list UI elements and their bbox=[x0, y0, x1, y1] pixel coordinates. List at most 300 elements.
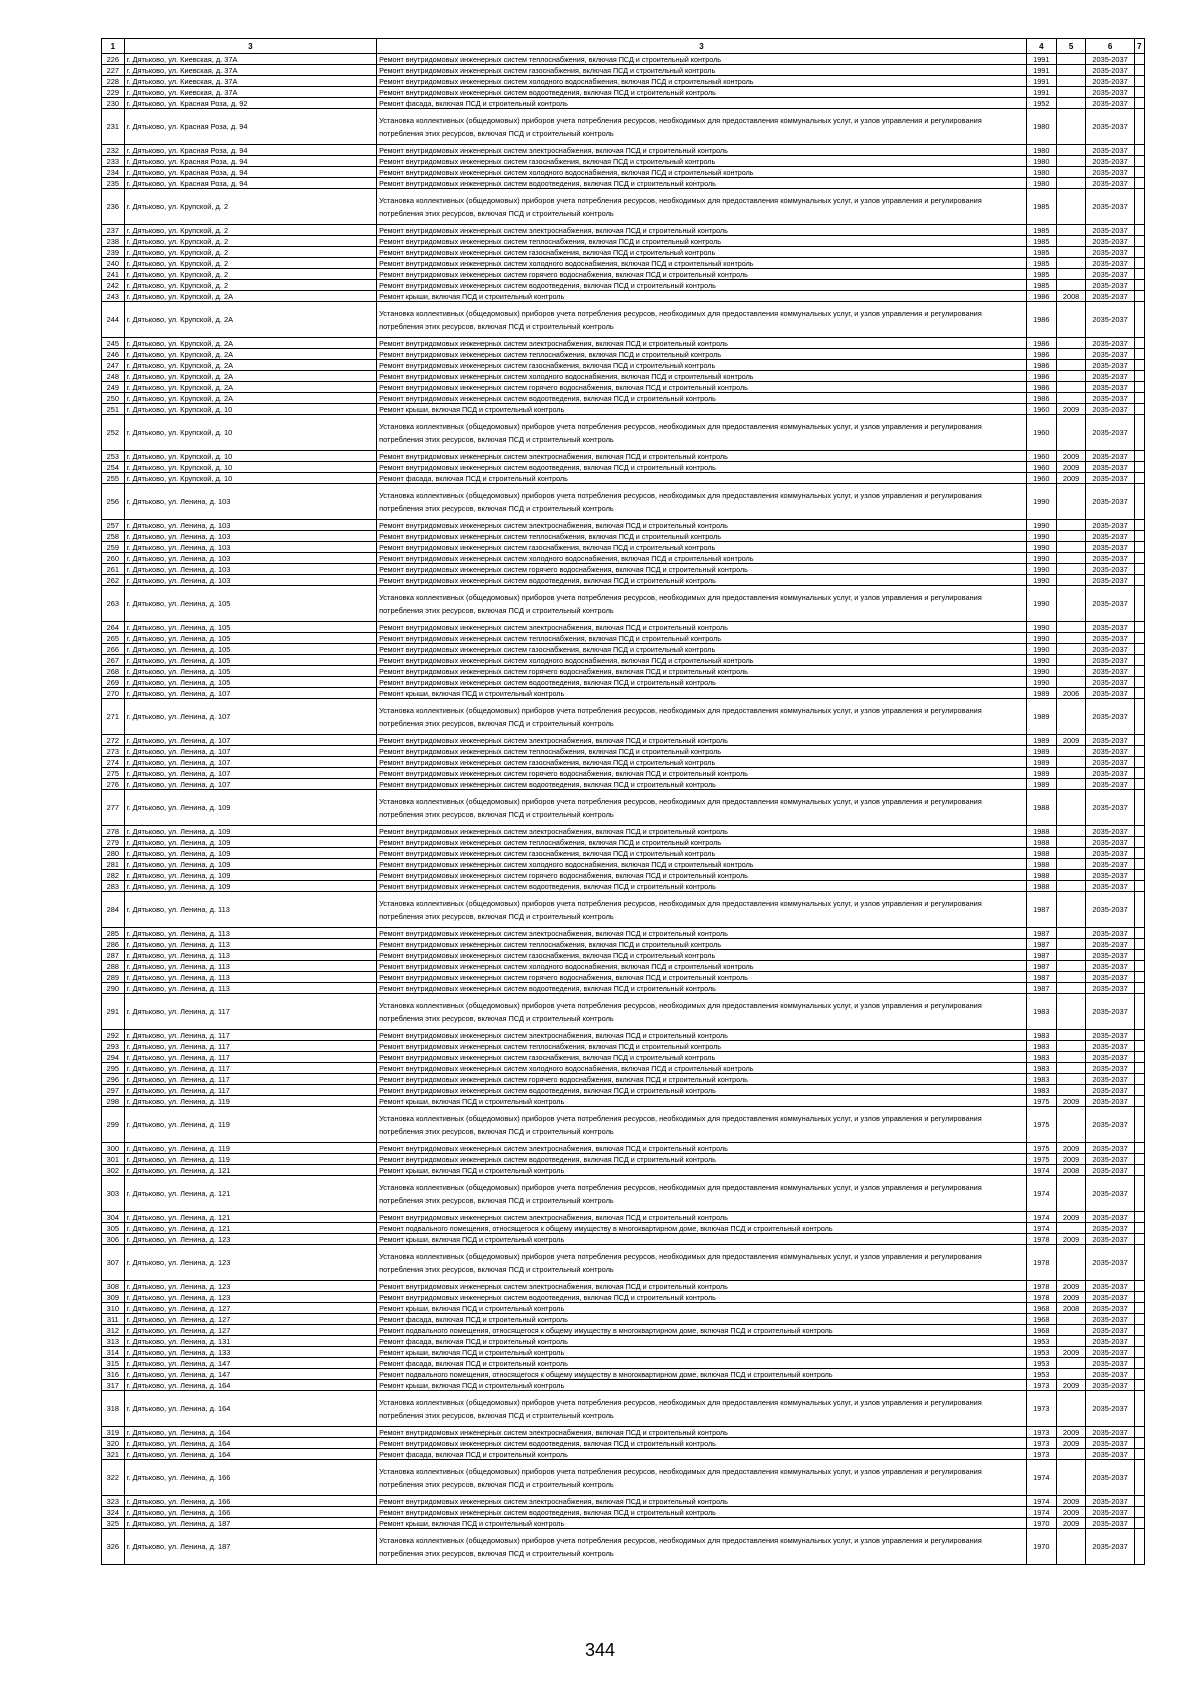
row-extra bbox=[1134, 1518, 1144, 1529]
row-year-built: 1987 bbox=[1026, 961, 1056, 972]
row-number: 290 bbox=[102, 983, 125, 994]
row-work-type: Ремонт внутридомовых инженерных систем газоснабжения, включая ПСД и строительный контроль bbox=[377, 65, 1027, 76]
table-row bbox=[102, 338, 1145, 349]
row-number: 254 bbox=[102, 462, 125, 473]
row-year-built: 1960 bbox=[1026, 404, 1056, 415]
row-planned-period: 2035-2037 bbox=[1086, 790, 1134, 826]
row-extra bbox=[1134, 746, 1144, 757]
row-work-type: Ремонт внутридомовых инженерных систем водоотведения, включая ПСД и строительный контроль bbox=[377, 1438, 1027, 1449]
row-planned-period: 2035-2037 bbox=[1086, 225, 1134, 236]
row-address: г. Дятьково, ул. Ленина, д. 103 bbox=[124, 575, 377, 586]
row-work-type: Установка коллективных (общедомовых) приборов учета потребления ресурсов, необходимых для предоставления коммунальных услуг, и узлов управления и регулирования потребления этих ресурсов, включая ПСД и строительный контроль bbox=[377, 892, 1027, 928]
row-last-repair-year bbox=[1056, 790, 1086, 826]
row-address: г. Дятьково, ул. Красная Роза, д. 94 bbox=[124, 145, 377, 156]
row-extra bbox=[1134, 360, 1144, 371]
row-last-repair-year bbox=[1056, 746, 1086, 757]
row-extra bbox=[1134, 415, 1144, 451]
row-extra bbox=[1134, 1380, 1144, 1391]
row-planned-period: 2035-2037 bbox=[1086, 1325, 1134, 1336]
row-last-repair-year bbox=[1056, 633, 1086, 644]
row-address: г. Дятьково, ул. Ленина, д. 113 bbox=[124, 961, 377, 972]
row-number: 279 bbox=[102, 837, 125, 848]
row-extra bbox=[1134, 881, 1144, 892]
table-row bbox=[102, 1358, 1145, 1369]
row-work-type: Установка коллективных (общедомовых) приборов учета потребления ресурсов, необходимых для предоставления коммунальных услуг, и узлов управления и регулирования потребления этих ресурсов, включая ПСД и строительный контроль bbox=[377, 586, 1027, 622]
row-last-repair-year: 2009 bbox=[1056, 1347, 1086, 1358]
row-number: 282 bbox=[102, 870, 125, 881]
row-year-built: 1987 bbox=[1026, 950, 1056, 961]
table-row bbox=[102, 1107, 1145, 1143]
row-extra bbox=[1134, 258, 1144, 269]
row-planned-period: 2035-2037 bbox=[1086, 1085, 1134, 1096]
row-planned-period: 2035-2037 bbox=[1086, 87, 1134, 98]
row-year-built: 1990 bbox=[1026, 520, 1056, 531]
row-last-repair-year bbox=[1056, 520, 1086, 531]
row-planned-period: 2035-2037 bbox=[1086, 983, 1134, 994]
row-extra bbox=[1134, 688, 1144, 699]
table-row bbox=[102, 939, 1145, 950]
row-address: г. Дятьково, ул. Ленина, д. 127 bbox=[124, 1325, 377, 1336]
row-extra bbox=[1134, 1336, 1144, 1347]
row-extra bbox=[1134, 1449, 1144, 1460]
row-last-repair-year bbox=[1056, 415, 1086, 451]
table-row bbox=[102, 1292, 1145, 1303]
row-work-type: Ремонт внутридомовых инженерных систем теплоснабжения, включая ПСД и строительный контроль bbox=[377, 531, 1027, 542]
table-row bbox=[102, 382, 1145, 393]
row-planned-period: 2035-2037 bbox=[1086, 1154, 1134, 1165]
row-last-repair-year: 2008 bbox=[1056, 1303, 1086, 1314]
table-row bbox=[102, 586, 1145, 622]
row-work-type: Установка коллективных (общедомовых) приборов учета потребления ресурсов, необходимых для предоставления коммунальных услуг, и узлов управления и регулирования потребления этих ресурсов, включая ПСД и строительный контроль bbox=[377, 1391, 1027, 1427]
header-col-1: 1 bbox=[102, 39, 125, 54]
row-number: 314 bbox=[102, 1347, 125, 1358]
row-extra bbox=[1134, 462, 1144, 473]
row-planned-period: 2035-2037 bbox=[1086, 1052, 1134, 1063]
table-row bbox=[102, 1314, 1145, 1325]
row-last-repair-year: 2009 bbox=[1056, 462, 1086, 473]
row-planned-period: 2035-2037 bbox=[1086, 1245, 1134, 1281]
row-address: г. Дятьково, ул. Ленина, д. 164 bbox=[124, 1449, 377, 1460]
row-planned-period: 2035-2037 bbox=[1086, 189, 1134, 225]
row-last-repair-year bbox=[1056, 881, 1086, 892]
row-year-built: 1989 bbox=[1026, 779, 1056, 790]
row-work-type: Ремонт внутридомовых инженерных систем газоснабжения, включая ПСД и строительный контроль bbox=[377, 247, 1027, 258]
row-planned-period: 2035-2037 bbox=[1086, 1507, 1134, 1518]
row-work-type: Ремонт внутридомовых инженерных систем электроснабжения, включая ПСД и строительный контроль bbox=[377, 1427, 1027, 1438]
row-work-type: Ремонт внутридомовых инженерных систем водоотведения, включая ПСД и строительный контроль bbox=[377, 575, 1027, 586]
row-work-type: Ремонт внутридомовых инженерных систем электроснабжения, включая ПСД и строительный контроль bbox=[377, 1143, 1027, 1154]
row-number: 313 bbox=[102, 1336, 125, 1347]
row-year-built: 1985 bbox=[1026, 247, 1056, 258]
row-number: 256 bbox=[102, 484, 125, 520]
row-extra bbox=[1134, 655, 1144, 666]
row-year-built: 1975 bbox=[1026, 1143, 1056, 1154]
row-year-built: 1989 bbox=[1026, 688, 1056, 699]
row-last-repair-year: 2009 bbox=[1056, 1427, 1086, 1438]
row-address: г. Дятьково, ул. Красная Роза, д. 94 bbox=[124, 178, 377, 189]
row-extra bbox=[1134, 1314, 1144, 1325]
table-row bbox=[102, 983, 1145, 994]
row-extra bbox=[1134, 677, 1144, 688]
table-row bbox=[102, 1336, 1145, 1347]
row-work-type: Ремонт внутридомовых инженерных систем холодного водоснабжения, включая ПСД и строительный контроль bbox=[377, 371, 1027, 382]
row-year-built: 1989 bbox=[1026, 699, 1056, 735]
row-work-type: Ремонт внутридомовых инженерных систем холодного водоснабжения, включая ПСД и строительный контроль bbox=[377, 167, 1027, 178]
row-work-type: Ремонт внутридомовых инженерных систем водоотведения, включая ПСД и строительный контроль bbox=[377, 779, 1027, 790]
row-extra bbox=[1134, 302, 1144, 338]
row-address: г. Дятьково, ул. Ленина, д. 164 bbox=[124, 1380, 377, 1391]
table-row bbox=[102, 881, 1145, 892]
row-planned-period: 2035-2037 bbox=[1086, 462, 1134, 473]
row-address: г. Дятьково, ул. Ленина, д. 147 bbox=[124, 1358, 377, 1369]
table-row bbox=[102, 655, 1145, 666]
row-address: г. Дятьково, ул. Ленина, д. 117 bbox=[124, 1052, 377, 1063]
row-planned-period: 2035-2037 bbox=[1086, 76, 1134, 87]
row-last-repair-year bbox=[1056, 644, 1086, 655]
row-address: г. Дятьково, ул. Ленина, д. 166 bbox=[124, 1460, 377, 1496]
row-year-built: 1983 bbox=[1026, 1074, 1056, 1085]
row-year-built: 1990 bbox=[1026, 484, 1056, 520]
row-work-type: Ремонт внутридомовых инженерных систем горячего водоснабжения, включая ПСД и строительный контроль bbox=[377, 1074, 1027, 1085]
row-year-built: 1990 bbox=[1026, 542, 1056, 553]
row-work-type: Ремонт внутридомовых инженерных систем холодного водоснабжения, включая ПСД и строительный контроль bbox=[377, 961, 1027, 972]
row-address: г. Дятьково, ул. Крупской, д. 2 bbox=[124, 236, 377, 247]
row-number: 302 bbox=[102, 1165, 125, 1176]
row-work-type: Ремонт внутридомовых инженерных систем водоотведения, включая ПСД и строительный контроль bbox=[377, 87, 1027, 98]
row-work-type: Ремонт внутридомовых инженерных систем теплоснабжения, включая ПСД и строительный контроль bbox=[377, 1041, 1027, 1052]
row-number: 309 bbox=[102, 1292, 125, 1303]
row-number: 269 bbox=[102, 677, 125, 688]
row-address: г. Дятьково, ул. Ленина, д. 117 bbox=[124, 1074, 377, 1085]
row-last-repair-year bbox=[1056, 892, 1086, 928]
row-planned-period: 2035-2037 bbox=[1086, 1380, 1134, 1391]
table-row bbox=[102, 688, 1145, 699]
row-address: г. Дятьково, ул. Ленина, д. 107 bbox=[124, 746, 377, 757]
row-address: г. Дятьково, ул. Ленина, д. 107 bbox=[124, 735, 377, 746]
row-year-built: 1988 bbox=[1026, 837, 1056, 848]
row-last-repair-year: 2009 bbox=[1056, 451, 1086, 462]
table-row bbox=[102, 666, 1145, 677]
row-last-repair-year bbox=[1056, 382, 1086, 393]
row-address: г. Дятьково, ул. Ленина, д. 127 bbox=[124, 1303, 377, 1314]
row-number: 266 bbox=[102, 644, 125, 655]
row-year-built: 1987 bbox=[1026, 939, 1056, 950]
row-year-built: 1974 bbox=[1026, 1212, 1056, 1223]
table-row bbox=[102, 1085, 1145, 1096]
row-year-built: 1978 bbox=[1026, 1292, 1056, 1303]
row-work-type: Ремонт внутридомовых инженерных систем электроснабжения, включая ПСД и строительный контроль bbox=[377, 1496, 1027, 1507]
row-year-built: 1991 bbox=[1026, 76, 1056, 87]
row-planned-period: 2035-2037 bbox=[1086, 451, 1134, 462]
row-extra bbox=[1134, 928, 1144, 939]
row-last-repair-year bbox=[1056, 859, 1086, 870]
row-work-type: Ремонт внутридомовых инженерных систем газоснабжения, включая ПСД и строительный контроль bbox=[377, 542, 1027, 553]
row-work-type: Ремонт внутридомовых инженерных систем теплоснабжения, включая ПСД и строительный контроль bbox=[377, 939, 1027, 950]
row-last-repair-year bbox=[1056, 258, 1086, 269]
table-row bbox=[102, 393, 1145, 404]
row-planned-period: 2035-2037 bbox=[1086, 939, 1134, 950]
row-planned-period: 2035-2037 bbox=[1086, 1143, 1134, 1154]
table-row bbox=[102, 531, 1145, 542]
row-work-type: Ремонт внутридомовых инженерных систем теплоснабжения, включая ПСД и строительный контроль bbox=[377, 54, 1027, 65]
row-extra bbox=[1134, 1107, 1144, 1143]
row-number: 276 bbox=[102, 779, 125, 790]
row-extra bbox=[1134, 633, 1144, 644]
row-address: г. Дятьково, ул. Крупской, д. 2А bbox=[124, 349, 377, 360]
table-row bbox=[102, 451, 1145, 462]
row-extra bbox=[1134, 87, 1144, 98]
row-year-built: 1973 bbox=[1026, 1438, 1056, 1449]
row-year-built: 1986 bbox=[1026, 393, 1056, 404]
row-extra bbox=[1134, 859, 1144, 870]
row-address: г. Дятьково, ул. Ленина, д. 123 bbox=[124, 1292, 377, 1303]
row-last-repair-year: 2009 bbox=[1056, 1507, 1086, 1518]
row-planned-period: 2035-2037 bbox=[1086, 145, 1134, 156]
row-number: 230 bbox=[102, 98, 125, 109]
table-row bbox=[102, 892, 1145, 928]
row-work-type: Ремонт подвального помещения, относящегося к общему имуществу в многоквартирном доме, включая ПСД и строительный контроль bbox=[377, 1325, 1027, 1336]
row-planned-period: 2035-2037 bbox=[1086, 1518, 1134, 1529]
row-address: г. Дятьково, ул. Ленина, д. 113 bbox=[124, 928, 377, 939]
row-last-repair-year bbox=[1056, 564, 1086, 575]
row-work-type: Ремонт внутридомовых инженерных систем газоснабжения, включая ПСД и строительный контроль bbox=[377, 156, 1027, 167]
row-extra bbox=[1134, 1154, 1144, 1165]
row-extra bbox=[1134, 1165, 1144, 1176]
row-number: 323 bbox=[102, 1496, 125, 1507]
row-year-built: 1988 bbox=[1026, 870, 1056, 881]
row-year-built: 1989 bbox=[1026, 757, 1056, 768]
row-number: 292 bbox=[102, 1030, 125, 1041]
row-address: г. Дятьково, ул. Ленина, д. 105 bbox=[124, 655, 377, 666]
row-extra bbox=[1134, 779, 1144, 790]
row-last-repair-year bbox=[1056, 1074, 1086, 1085]
row-work-type: Ремонт внутридомовых инженерных систем электроснабжения, включая ПСД и строительный контроль bbox=[377, 622, 1027, 633]
row-planned-period: 2035-2037 bbox=[1086, 269, 1134, 280]
row-address: г. Дятьково, ул. Ленина, д. 103 bbox=[124, 542, 377, 553]
row-number: 236 bbox=[102, 189, 125, 225]
row-address: г. Дятьково, ул. Ленина, д. 105 bbox=[124, 666, 377, 677]
row-year-built: 1983 bbox=[1026, 1052, 1056, 1063]
row-work-type: Ремонт подвального помещения, относящегося к общему имуществу в многоквартирном доме, включая ПСД и строительный контроль bbox=[377, 1223, 1027, 1234]
header-col-7: 7 bbox=[1134, 39, 1144, 54]
row-planned-period: 2035-2037 bbox=[1086, 928, 1134, 939]
row-address: г. Дятьково, ул. Ленина, д. 119 bbox=[124, 1143, 377, 1154]
row-extra bbox=[1134, 156, 1144, 167]
row-extra bbox=[1134, 1223, 1144, 1234]
row-extra bbox=[1134, 1176, 1144, 1212]
row-year-built: 1991 bbox=[1026, 87, 1056, 98]
row-last-repair-year bbox=[1056, 870, 1086, 881]
row-last-repair-year: 2009 bbox=[1056, 1154, 1086, 1165]
row-extra bbox=[1134, 1212, 1144, 1223]
row-year-built: 1990 bbox=[1026, 644, 1056, 655]
row-planned-period: 2035-2037 bbox=[1086, 1292, 1134, 1303]
row-work-type: Установка коллективных (общедомовых) приборов учета потребления ресурсов, необходимых для предоставления коммунальных услуг, и узлов управления и регулирования потребления этих ресурсов, включая ПСД и строительный контроль bbox=[377, 1176, 1027, 1212]
row-last-repair-year: 2009 bbox=[1056, 1212, 1086, 1223]
row-last-repair-year bbox=[1056, 575, 1086, 586]
row-work-type: Ремонт внутридомовых инженерных систем водоотведения, включая ПСД и строительный контроль bbox=[377, 1507, 1027, 1518]
row-number: 260 bbox=[102, 553, 125, 564]
row-address: г. Дятьково, ул. Крупской, д. 2А bbox=[124, 393, 377, 404]
row-number: 251 bbox=[102, 404, 125, 415]
row-last-repair-year bbox=[1056, 1449, 1086, 1460]
row-extra bbox=[1134, 451, 1144, 462]
row-last-repair-year bbox=[1056, 586, 1086, 622]
row-year-built: 1975 bbox=[1026, 1096, 1056, 1107]
row-planned-period: 2035-2037 bbox=[1086, 553, 1134, 564]
row-address: г. Дятьково, ул. Ленина, д. 113 bbox=[124, 892, 377, 928]
row-planned-period: 2035-2037 bbox=[1086, 1223, 1134, 1234]
row-number: 275 bbox=[102, 768, 125, 779]
row-extra bbox=[1134, 1369, 1144, 1380]
row-planned-period: 2035-2037 bbox=[1086, 1281, 1134, 1292]
row-number: 229 bbox=[102, 87, 125, 98]
table-row bbox=[102, 473, 1145, 484]
row-extra bbox=[1134, 247, 1144, 258]
row-last-repair-year bbox=[1056, 225, 1086, 236]
row-planned-period: 2035-2037 bbox=[1086, 575, 1134, 586]
row-extra bbox=[1134, 870, 1144, 881]
row-work-type: Ремонт внутридомовых инженерных систем теплоснабжения, включая ПСД и строительный контроль bbox=[377, 633, 1027, 644]
row-year-built: 1990 bbox=[1026, 564, 1056, 575]
row-extra bbox=[1134, 349, 1144, 360]
table-row bbox=[102, 145, 1145, 156]
row-year-built: 1986 bbox=[1026, 382, 1056, 393]
row-number: 253 bbox=[102, 451, 125, 462]
row-address: г. Дятьково, ул. Ленина, д. 119 bbox=[124, 1096, 377, 1107]
row-work-type: Ремонт внутридомовых инженерных систем электроснабжения, включая ПСД и строительный контроль bbox=[377, 451, 1027, 462]
row-extra bbox=[1134, 1245, 1144, 1281]
row-year-built: 1970 bbox=[1026, 1529, 1056, 1565]
row-last-repair-year bbox=[1056, 360, 1086, 371]
table-row bbox=[102, 1303, 1145, 1314]
row-address: г. Дятьково, ул. Ленина, д. 107 bbox=[124, 699, 377, 735]
row-address: г. Дятьково, ул. Ленина, д. 113 bbox=[124, 939, 377, 950]
table-row bbox=[102, 870, 1145, 881]
row-number: 326 bbox=[102, 1529, 125, 1565]
row-number: 291 bbox=[102, 994, 125, 1030]
table-row bbox=[102, 415, 1145, 451]
row-year-built: 1975 bbox=[1026, 1107, 1056, 1143]
row-number: 315 bbox=[102, 1358, 125, 1369]
table-row bbox=[102, 225, 1145, 236]
row-address: г. Дятьково, ул. Ленина, д. 109 bbox=[124, 881, 377, 892]
row-year-built: 1975 bbox=[1026, 1154, 1056, 1165]
row-extra bbox=[1134, 1085, 1144, 1096]
row-planned-period: 2035-2037 bbox=[1086, 1427, 1134, 1438]
row-address: г. Дятьково, ул. Киевская, д. 37А bbox=[124, 65, 377, 76]
row-last-repair-year bbox=[1056, 178, 1086, 189]
row-address: г. Дятьково, ул. Крупской, д. 2 bbox=[124, 189, 377, 225]
row-year-built: 1986 bbox=[1026, 371, 1056, 382]
row-year-built: 1974 bbox=[1026, 1507, 1056, 1518]
row-year-built: 1986 bbox=[1026, 302, 1056, 338]
row-address: г. Дятьково, ул. Ленина, д. 123 bbox=[124, 1245, 377, 1281]
row-planned-period: 2035-2037 bbox=[1086, 360, 1134, 371]
table-row bbox=[102, 757, 1145, 768]
row-extra bbox=[1134, 575, 1144, 586]
row-number: 226 bbox=[102, 54, 125, 65]
table-row bbox=[102, 349, 1145, 360]
row-address: г. Дятьково, ул. Ленина, д. 109 bbox=[124, 848, 377, 859]
table-row bbox=[102, 156, 1145, 167]
row-planned-period: 2035-2037 bbox=[1086, 109, 1134, 145]
row-number: 301 bbox=[102, 1154, 125, 1165]
row-address: г. Дятьково, ул. Ленина, д. 166 bbox=[124, 1507, 377, 1518]
row-planned-period: 2035-2037 bbox=[1086, 371, 1134, 382]
row-extra bbox=[1134, 1438, 1144, 1449]
row-address: г. Дятьково, ул. Ленина, д. 119 bbox=[124, 1154, 377, 1165]
row-work-type: Установка коллективных (общедомовых) приборов учета потребления ресурсов, необходимых для предоставления коммунальных услуг, и узлов управления и регулирования потребления этих ресурсов, включая ПСД и строительный контроль bbox=[377, 1529, 1027, 1565]
row-number: 319 bbox=[102, 1427, 125, 1438]
row-address: г. Дятьково, ул. Ленина, д. 113 bbox=[124, 983, 377, 994]
table-row bbox=[102, 790, 1145, 826]
row-last-repair-year: 2009 bbox=[1056, 1234, 1086, 1245]
row-extra bbox=[1134, 98, 1144, 109]
row-work-type: Ремонт внутридомовых инженерных систем электроснабжения, включая ПСД и строительный контроль bbox=[377, 1212, 1027, 1223]
row-extra bbox=[1134, 1292, 1144, 1303]
row-planned-period: 2035-2037 bbox=[1086, 1030, 1134, 1041]
row-last-repair-year bbox=[1056, 1245, 1086, 1281]
row-planned-period: 2035-2037 bbox=[1086, 688, 1134, 699]
row-address: г. Дятьково, ул. Ленина, д. 105 bbox=[124, 622, 377, 633]
row-address: г. Дятьково, ул. Ленина, д. 105 bbox=[124, 586, 377, 622]
row-extra bbox=[1134, 531, 1144, 542]
table-row bbox=[102, 1030, 1145, 1041]
row-year-built: 1987 bbox=[1026, 983, 1056, 994]
row-number: 233 bbox=[102, 156, 125, 167]
row-last-repair-year bbox=[1056, 1085, 1086, 1096]
row-work-type: Ремонт крыши, включая ПСД и строительный контроль bbox=[377, 688, 1027, 699]
row-number: 231 bbox=[102, 109, 125, 145]
row-planned-period: 2035-2037 bbox=[1086, 167, 1134, 178]
row-year-built: 1987 bbox=[1026, 972, 1056, 983]
row-planned-period: 2035-2037 bbox=[1086, 1496, 1134, 1507]
row-year-built: 1974 bbox=[1026, 1496, 1056, 1507]
row-number: 281 bbox=[102, 859, 125, 870]
row-extra bbox=[1134, 644, 1144, 655]
table-row bbox=[102, 633, 1145, 644]
row-address: г. Дятьково, ул. Ленина, д. 105 bbox=[124, 644, 377, 655]
row-planned-period: 2035-2037 bbox=[1086, 1096, 1134, 1107]
table-row bbox=[102, 699, 1145, 735]
table-row bbox=[102, 484, 1145, 520]
row-work-type: Ремонт внутридомовых инженерных систем водоотведения, включая ПСД и строительный контроль bbox=[377, 280, 1027, 291]
row-last-repair-year bbox=[1056, 1529, 1086, 1565]
row-year-built: 1990 bbox=[1026, 666, 1056, 677]
table-row bbox=[102, 826, 1145, 837]
row-work-type: Ремонт внутридомовых инженерных систем водоотведения, включая ПСД и строительный контроль bbox=[377, 881, 1027, 892]
row-year-built: 1960 bbox=[1026, 415, 1056, 451]
row-address: г. Дятьково, ул. Красная Роза, д. 94 bbox=[124, 109, 377, 145]
table-row bbox=[102, 677, 1145, 688]
row-address: г. Дятьково, ул. Ленина, д. 121 bbox=[124, 1165, 377, 1176]
row-work-type: Ремонт крыши, включая ПСД и строительный контроль bbox=[377, 1347, 1027, 1358]
row-last-repair-year: 2009 bbox=[1056, 1518, 1086, 1529]
row-address: г. Дятьково, ул. Ленина, д. 105 bbox=[124, 633, 377, 644]
row-planned-period: 2035-2037 bbox=[1086, 280, 1134, 291]
row-last-repair-year bbox=[1056, 950, 1086, 961]
row-extra bbox=[1134, 1460, 1144, 1496]
row-extra bbox=[1134, 145, 1144, 156]
row-address: г. Дятьково, ул. Ленина, д. 133 bbox=[124, 1347, 377, 1358]
row-address: г. Дятьково, ул. Крупской, д. 2 bbox=[124, 269, 377, 280]
row-last-repair-year bbox=[1056, 961, 1086, 972]
row-extra bbox=[1134, 1143, 1144, 1154]
row-extra bbox=[1134, 338, 1144, 349]
table-row bbox=[102, 961, 1145, 972]
row-year-built: 1990 bbox=[1026, 586, 1056, 622]
